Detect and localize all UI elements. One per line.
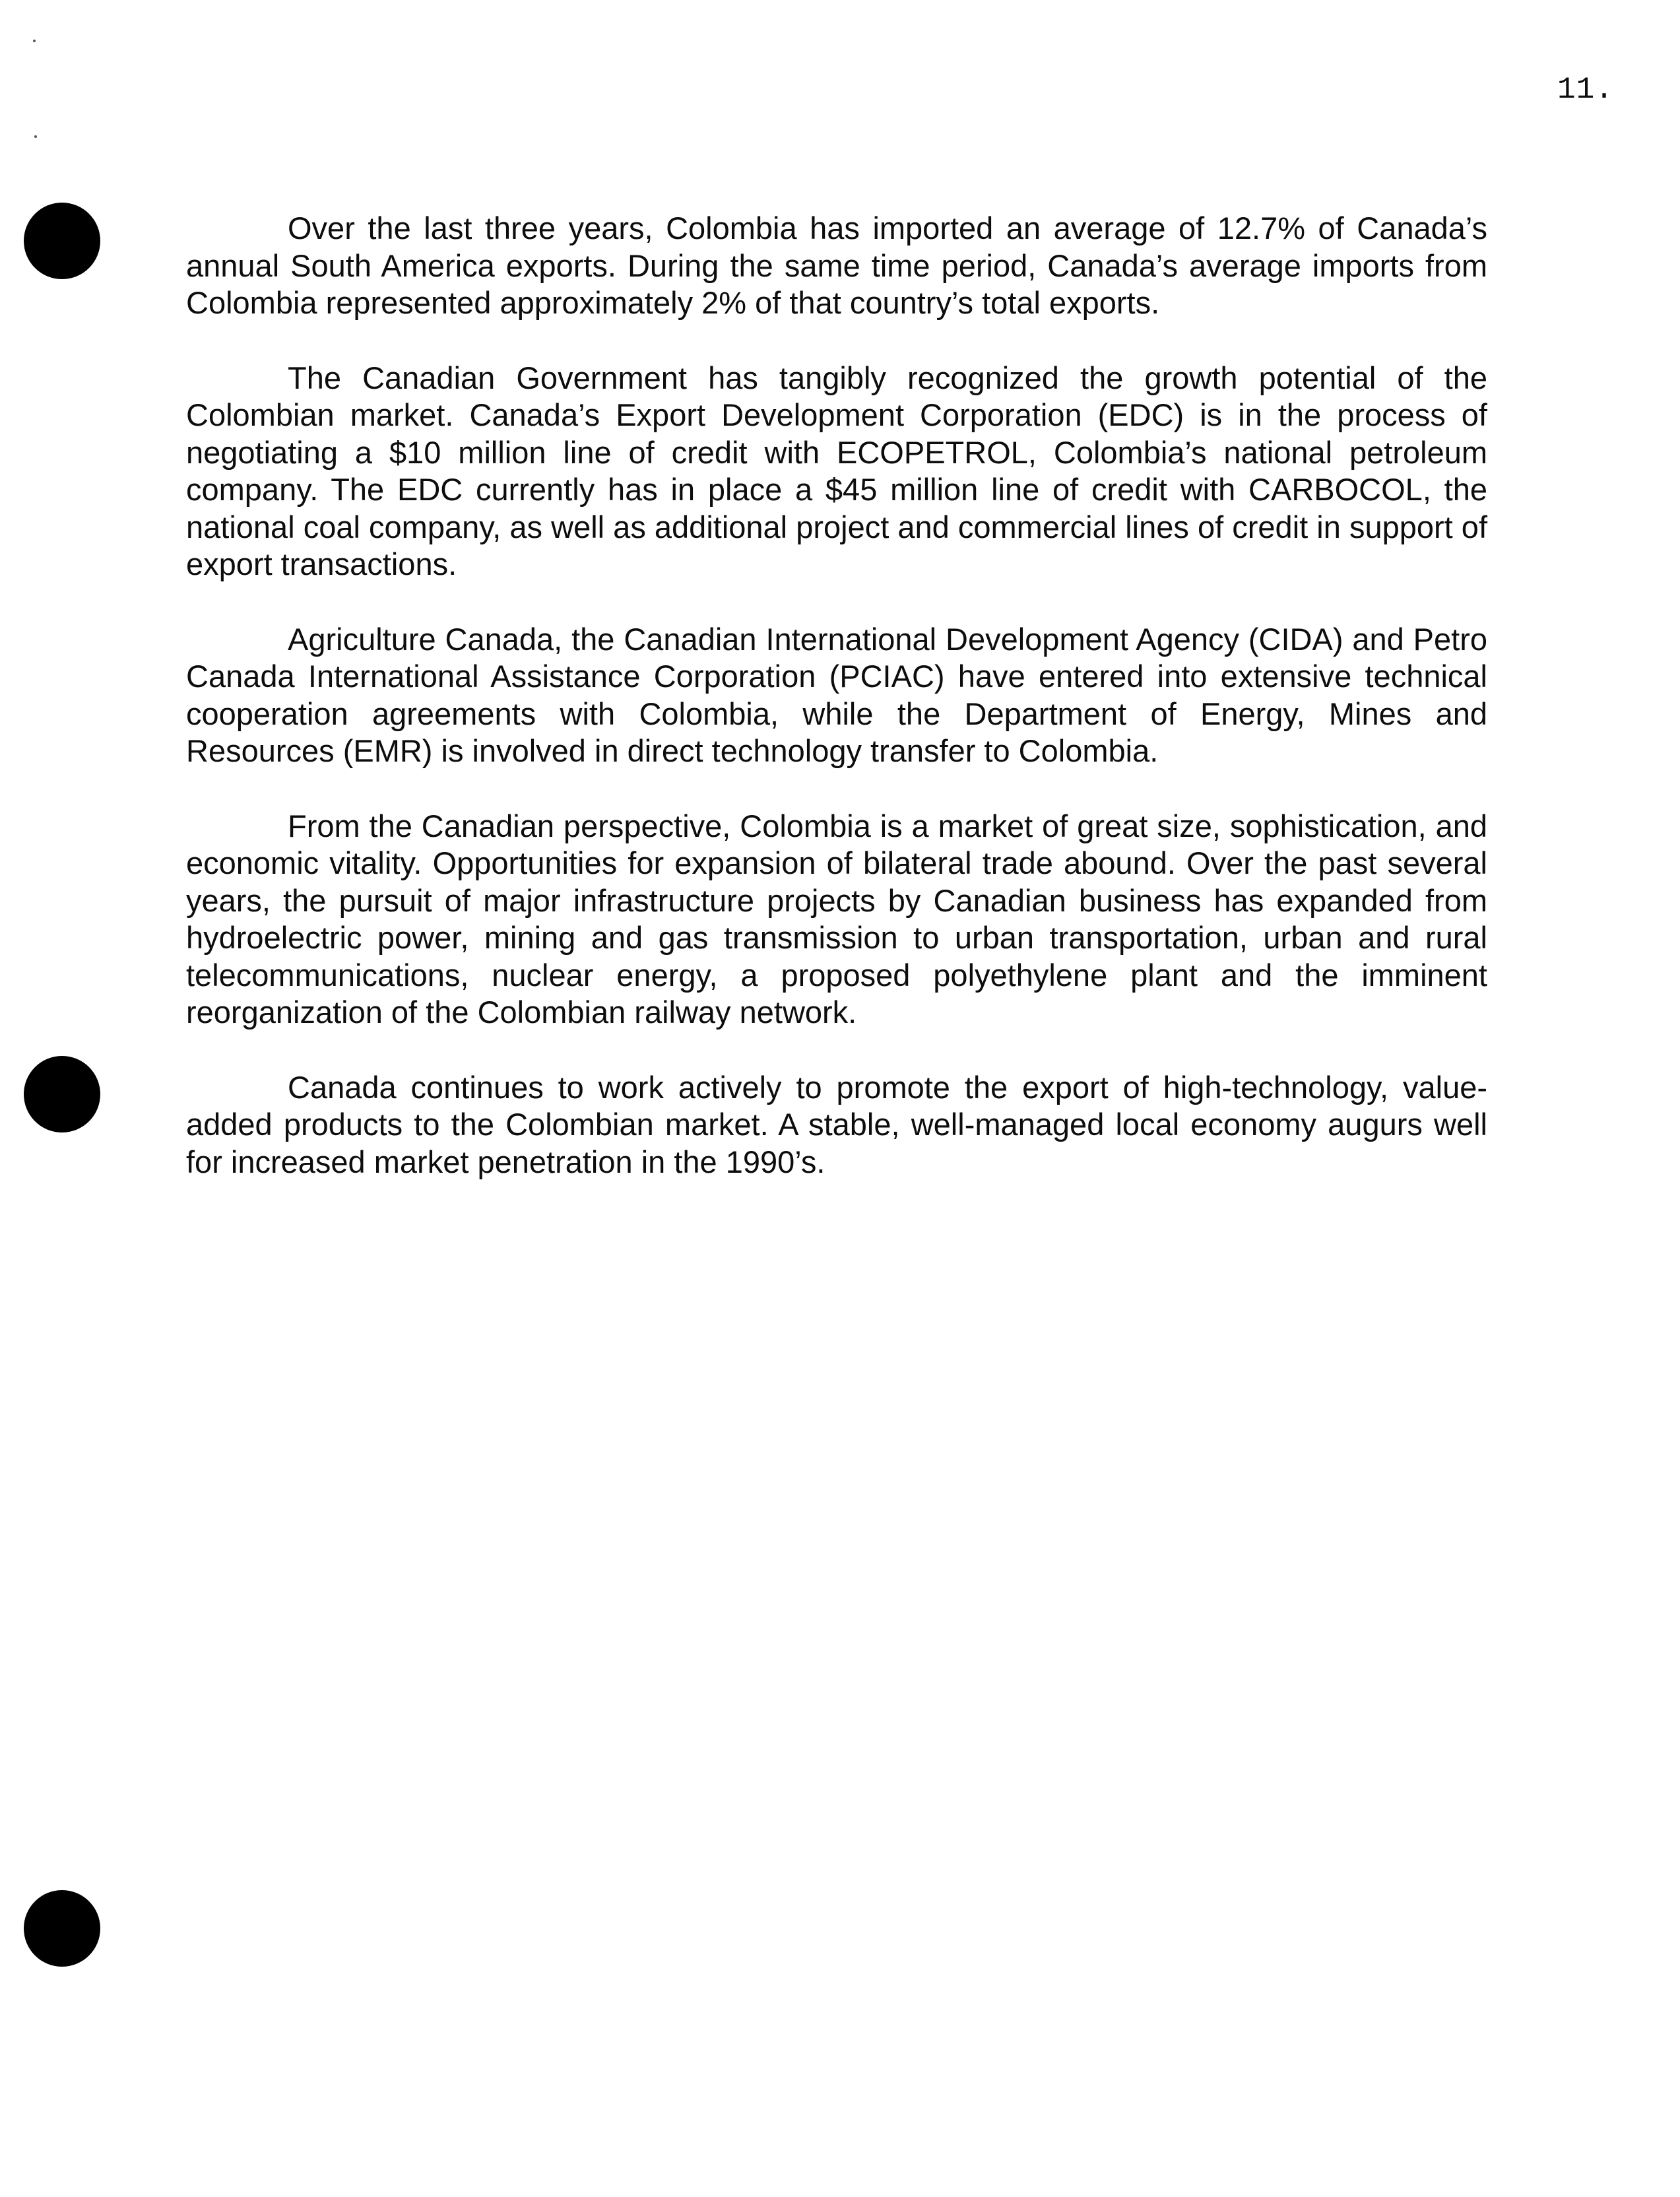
scan-speck	[34, 135, 37, 138]
document-body	[186, 210, 1487, 1218]
scan-speck	[33, 40, 36, 42]
paragraph-export-promotion: Canada continues to work actively to promote the export of high-technology, value-added products to the Colombian market. A stable, well-managed local economy augurs well for increased market penetration in the 1990’s.	[186, 1069, 1487, 1179]
paragraph-technical-cooperation: Agriculture Canada, the Canadian International Development Agency (CIDA) and Petro Canada International Assistance Corporation (PCIAC) have entered into extensive technical cooperation agreements with Colombia, while the Department of Energy, Mines and Resources (EMR) is involved in direct technology transfer to Colombia.	[186, 621, 1487, 768]
punch-hole-top	[24, 203, 100, 279]
paragraph-market-opportunities: From the Canadian perspective, Colombia is a market of great size, sophistication, and economic vitality. Opportunities for expansion of bilateral trade abound. Over the past several years, the pursuit of major infrastructure projects by Canadian business has expanded from hydroelectric power, mining and gas transmission to urban transportation, urban and rural telecommunications, nuclear energy, a proposed polyethylene plant and the imminent reorganization of the Colombian railway network.	[186, 808, 1487, 1030]
paragraph-trade-statistics: Over the last three years, Colombia has imported an average of 12.7% of Canada’s annual South America exports. During the same time period, Canada’s average imports from Colombia represented approximately 2% of that country’s total exports.	[186, 211, 1487, 320]
punch-hole-bottom	[24, 1890, 100, 1967]
punch-hole-middle	[24, 1056, 100, 1132]
page-number: 11.	[1557, 73, 1614, 107]
paragraph-government-credit: The Canadian Government has tangibly recognized the growth potential of the Colombian market. Canada’s Export Development Corporation (EDC) is in the process of negotiating a $10 million line of credit with ECOPETROL, Colombia’s national petroleum company. The EDC currently has in place a $45 million line of credit with CARBOCOL, the national coal company, as well as additional project and commercial lines of credit in support of export transactions.	[186, 360, 1487, 581]
